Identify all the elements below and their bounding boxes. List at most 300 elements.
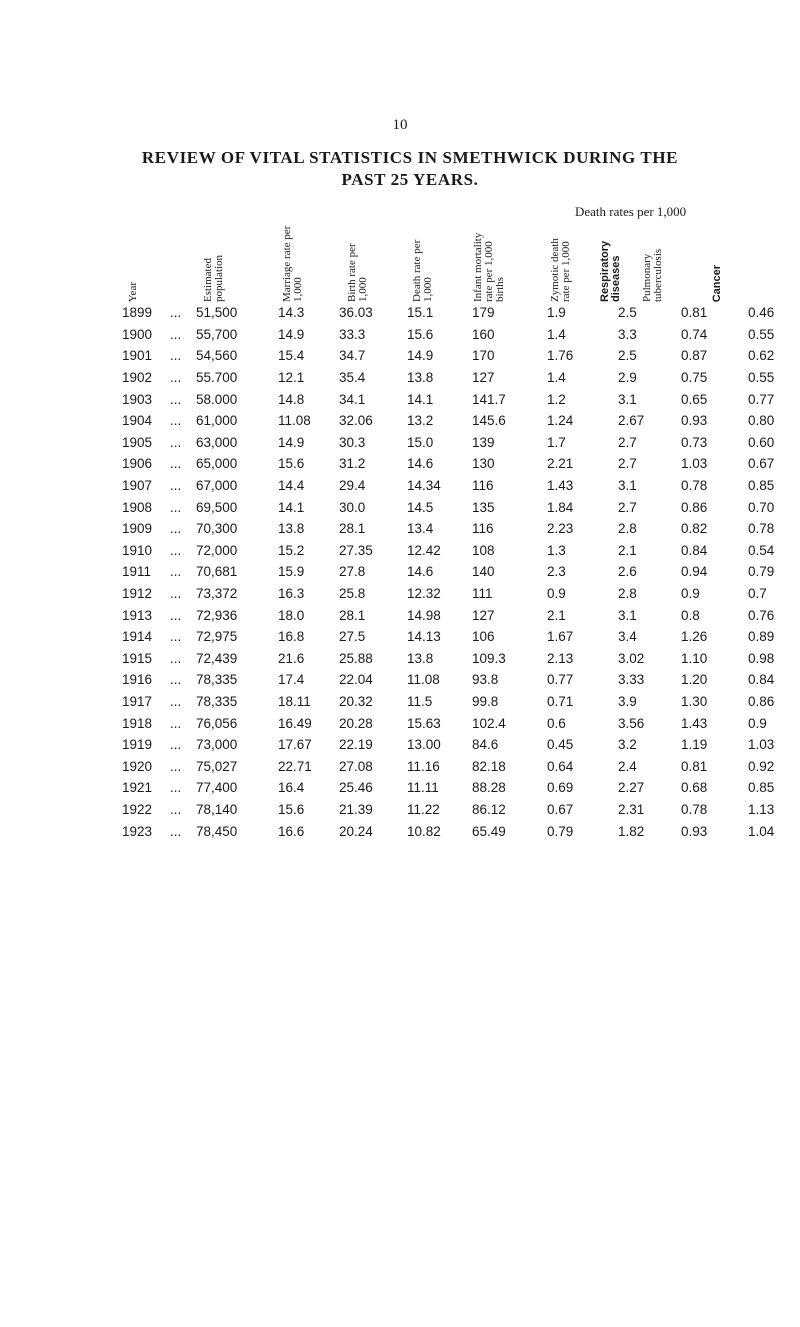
cell-infant-mortality: 106 — [472, 629, 495, 645]
cell-leader-dots: ... — [170, 370, 182, 386]
cell-leader-dots: ... — [170, 586, 182, 602]
cell-respiratory: 2.5 — [618, 348, 637, 364]
cell-year: 1916 — [122, 672, 153, 688]
cell-year: 1920 — [122, 758, 153, 774]
cell-marriage-rate: 22.71 — [278, 758, 312, 774]
cell-year: 1899 — [122, 305, 153, 321]
cell-leader-dots: ... — [170, 456, 182, 472]
cell-zymotic: 1.76 — [547, 348, 574, 364]
cell-population: 65,000 — [196, 456, 238, 472]
table-row — [122, 755, 788, 777]
cell-infant-mortality: 108 — [472, 542, 495, 558]
table-row — [122, 453, 788, 475]
cell-respiratory: 3.56 — [618, 715, 645, 731]
cell-population: 55.700 — [196, 370, 238, 386]
cell-infant-mortality: 130 — [472, 456, 495, 472]
cell-zymotic: 1.84 — [547, 499, 574, 515]
page-title — [70, 147, 750, 191]
cell-birth-rate: 20.32 — [339, 693, 373, 709]
cell-pulmonary-tb: 1.10 — [681, 650, 708, 666]
cell-death-rate: 11.08 — [407, 672, 440, 688]
cell-infant-mortality: 141.7 — [472, 391, 506, 407]
cell-birth-rate: 35.4 — [339, 370, 366, 386]
cell-infant-mortality: 111 — [472, 586, 493, 602]
cell-zymotic: 2.21 — [547, 456, 574, 472]
title-line-2: PAST 25 YEARS. — [341, 170, 479, 189]
cell-leader-dots: ... — [170, 801, 182, 817]
cell-respiratory: 1.82 — [618, 823, 645, 839]
cell-cancer: 0.78 — [748, 521, 775, 537]
cell-zymotic: 0.64 — [547, 758, 574, 774]
cell-leader-dots: ... — [170, 564, 182, 580]
cell-marriage-rate: 16.49 — [278, 715, 312, 731]
cell-marriage-rate: 17.67 — [278, 737, 312, 753]
table-row — [122, 302, 788, 324]
cell-pulmonary-tb: 0.81 — [681, 758, 708, 774]
table-row — [122, 324, 788, 346]
cell-population: 54,560 — [196, 348, 238, 364]
cell-population: 63,000 — [196, 434, 238, 450]
cell-zymotic: 1.24 — [547, 413, 574, 429]
cell-cancer: 0.67 — [748, 456, 775, 472]
cell-pulmonary-tb: 0.86 — [681, 499, 708, 515]
cell-infant-mortality: 170 — [472, 348, 495, 364]
cell-birth-rate: 31.2 — [339, 456, 366, 472]
cell-birth-rate: 25.88 — [339, 650, 373, 666]
cell-birth-rate: 34.7 — [339, 348, 366, 364]
cell-marriage-rate: 12.1 — [278, 370, 305, 386]
vital-statistics-table — [122, 302, 788, 842]
table-row — [122, 410, 788, 432]
cell-zymotic: 0.6 — [547, 715, 566, 731]
cell-birth-rate: 21.39 — [339, 801, 373, 817]
cell-zymotic: 2.23 — [547, 521, 574, 537]
cell-leader-dots: ... — [170, 823, 182, 839]
cell-marriage-rate: 16.8 — [278, 629, 305, 645]
table-row — [122, 540, 788, 562]
cell-population: 67,000 — [196, 478, 238, 494]
col-header-zymotic-death-rate: Zymotic death rate per 1,000 — [549, 238, 572, 302]
table-row — [122, 799, 788, 821]
cell-pulmonary-tb: 1.19 — [681, 737, 708, 753]
cell-year: 1908 — [122, 499, 153, 515]
cell-pulmonary-tb: 1.26 — [681, 629, 708, 645]
cell-death-rate: 15.1 — [407, 305, 434, 321]
cell-death-rate: 13.8 — [407, 650, 434, 666]
cell-infant-mortality: 82.18 — [472, 758, 506, 774]
cell-birth-rate: 27.35 — [339, 542, 373, 558]
cell-respiratory: 2.7 — [618, 499, 637, 515]
cell-year: 1902 — [122, 370, 153, 386]
cell-leader-dots: ... — [170, 499, 182, 515]
cell-marriage-rate: 21.6 — [278, 650, 305, 666]
cell-zymotic: 1.4 — [547, 326, 566, 342]
cell-zymotic: 0.45 — [547, 737, 574, 753]
cell-marriage-rate: 11.08 — [278, 413, 311, 429]
cell-pulmonary-tb: 0.68 — [681, 780, 708, 796]
cell-year: 1912 — [122, 586, 153, 602]
cell-zymotic: 1.7 — [547, 434, 566, 450]
cell-marriage-rate: 16.6 — [278, 823, 305, 839]
cell-pulmonary-tb: 0.74 — [681, 326, 708, 342]
cell-zymotic: 0.71 — [547, 693, 574, 709]
cell-year: 1923 — [122, 823, 153, 839]
cell-zymotic: 1.43 — [547, 478, 574, 494]
cell-respiratory: 2.1 — [618, 542, 637, 558]
cell-cancer: 0.92 — [748, 758, 775, 774]
cell-pulmonary-tb: 0.78 — [681, 801, 708, 817]
cell-pulmonary-tb: 0.9 — [681, 586, 700, 602]
cell-death-rate: 15.0 — [407, 434, 434, 450]
cell-cancer: 0.70 — [748, 499, 775, 515]
cell-cancer: 0.84 — [748, 672, 775, 688]
table-row — [122, 648, 788, 670]
cell-marriage-rate: 14.1 — [278, 499, 305, 515]
cell-population: 78,140 — [196, 801, 238, 817]
cell-infant-mortality: 116 — [472, 521, 494, 537]
cell-death-rate: 11.16 — [407, 758, 440, 774]
cell-death-rate: 14.6 — [407, 564, 434, 580]
cell-pulmonary-tb: 1.20 — [681, 672, 708, 688]
cell-infant-mortality: 88.28 — [472, 780, 506, 796]
cell-cancer: 0.79 — [748, 564, 775, 580]
cell-death-rate: 11.11 — [407, 780, 439, 796]
cell-population: 78,450 — [196, 823, 238, 839]
cell-population: 75,027 — [196, 758, 238, 774]
col-header-birth-rate: Birth rate per 1,000 — [346, 243, 369, 302]
cell-death-rate: 14.9 — [407, 348, 434, 364]
cell-year: 1921 — [122, 780, 153, 796]
cell-marriage-rate: 14.4 — [278, 478, 305, 494]
cell-leader-dots: ... — [170, 478, 182, 494]
cell-infant-mortality: 65.49 — [472, 823, 506, 839]
cell-cancer: 0.98 — [748, 650, 775, 666]
cell-birth-rate: 22.19 — [339, 737, 373, 753]
cell-marriage-rate: 14.9 — [278, 326, 305, 342]
table-row — [122, 626, 788, 648]
table-row — [122, 496, 788, 518]
cell-cancer: 0.46 — [748, 305, 775, 321]
col-header-infant-mortality: Infant mortality rate per 1,000 births — [471, 232, 506, 302]
cell-population: 70,681 — [196, 564, 238, 580]
cell-pulmonary-tb: 0.81 — [681, 305, 708, 321]
table-row — [122, 475, 788, 497]
cell-marriage-rate: 18.11 — [278, 693, 311, 709]
cell-cancer: 0.7 — [748, 586, 767, 602]
cell-marriage-rate: 13.8 — [278, 521, 305, 537]
cell-leader-dots: ... — [170, 542, 182, 558]
cell-zymotic: 2.3 — [547, 564, 566, 580]
cell-zymotic: 0.9 — [547, 586, 566, 602]
cell-cancer: 0.55 — [748, 370, 775, 386]
cell-birth-rate: 32.06 — [339, 413, 373, 429]
cell-respiratory: 2.67 — [618, 413, 645, 429]
cell-respiratory: 3.4 — [618, 629, 637, 645]
table-row — [122, 518, 788, 540]
cell-pulmonary-tb: 0.75 — [681, 370, 708, 386]
cell-infant-mortality: 179 — [472, 305, 495, 321]
cell-leader-dots: ... — [170, 434, 182, 450]
cell-year: 1911 — [122, 564, 152, 580]
cell-cancer: 1.13 — [748, 801, 775, 817]
cell-birth-rate: 25.46 — [339, 780, 373, 796]
cell-cancer: 0.89 — [748, 629, 775, 645]
cell-year: 1922 — [122, 801, 153, 817]
cell-leader-dots: ... — [170, 391, 182, 407]
cell-cancer: 0.85 — [748, 780, 775, 796]
col-header-cancer: Cancer — [710, 264, 723, 302]
cell-year: 1904 — [122, 413, 153, 429]
cell-year: 1905 — [122, 434, 153, 450]
cell-death-rate: 11.22 — [407, 801, 440, 817]
cell-respiratory: 3.2 — [618, 737, 637, 753]
table-row — [122, 604, 788, 626]
cell-pulmonary-tb: 0.65 — [681, 391, 708, 407]
cell-respiratory: 3.3 — [618, 326, 637, 342]
cell-birth-rate: 22.04 — [339, 672, 373, 688]
cell-population: 73,372 — [196, 586, 238, 602]
cell-death-rate: 12.32 — [407, 586, 441, 602]
table-row — [122, 777, 788, 799]
cell-year: 1913 — [122, 607, 153, 623]
cell-respiratory: 3.1 — [618, 607, 637, 623]
cell-population: 72,000 — [196, 542, 238, 558]
cell-birth-rate: 29.4 — [339, 478, 366, 494]
cell-birth-rate: 27.5 — [339, 629, 366, 645]
cell-pulmonary-tb: 1.03 — [681, 456, 708, 472]
cell-leader-dots: ... — [170, 521, 182, 537]
cell-infant-mortality: 127 — [472, 370, 495, 386]
cell-cancer: 0.77 — [748, 391, 775, 407]
cell-death-rate: 12.42 — [407, 542, 441, 558]
cell-respiratory: 2.8 — [618, 521, 637, 537]
cell-cancer: 0.55 — [748, 326, 775, 342]
cell-leader-dots: ... — [170, 672, 182, 688]
cell-population: 69,500 — [196, 499, 238, 515]
cell-zymotic: 1.9 — [547, 305, 566, 321]
cell-population: 72,439 — [196, 650, 238, 666]
cell-birth-rate: 33.3 — [339, 326, 366, 342]
cell-pulmonary-tb: 0.93 — [681, 413, 708, 429]
cell-death-rate: 11.5 — [407, 693, 433, 709]
cell-marriage-rate: 15.4 — [278, 348, 305, 364]
cell-cancer: 0.9 — [748, 715, 767, 731]
cell-marriage-rate: 15.6 — [278, 456, 305, 472]
cell-death-rate: 13.4 — [407, 521, 434, 537]
cell-cancer: 0.54 — [748, 542, 775, 558]
cell-leader-dots: ... — [170, 629, 182, 645]
cell-infant-mortality: 102.4 — [472, 715, 506, 731]
cell-leader-dots: ... — [170, 348, 182, 364]
table-row — [122, 345, 788, 367]
cell-marriage-rate: 17.4 — [278, 672, 305, 688]
cell-pulmonary-tb: 0.94 — [681, 564, 708, 580]
cell-infant-mortality: 109.3 — [472, 650, 506, 666]
cell-leader-dots: ... — [170, 737, 182, 753]
cell-zymotic: 2.1 — [547, 607, 566, 623]
cell-death-rate: 15.6 — [407, 326, 434, 342]
table-row — [122, 388, 788, 410]
cell-pulmonary-tb: 0.93 — [681, 823, 708, 839]
cell-respiratory: 2.5 — [618, 305, 637, 321]
cell-population: 78,335 — [196, 672, 238, 688]
col-header-population: Estimated population — [202, 254, 225, 302]
cell-death-rate: 13.00 — [407, 737, 441, 753]
cell-cancer: 0.60 — [748, 434, 775, 450]
cell-marriage-rate: 16.3 — [278, 586, 305, 602]
cell-leader-dots: ... — [170, 758, 182, 774]
cell-respiratory: 3.1 — [618, 391, 637, 407]
cell-population: 55,700 — [196, 326, 238, 342]
col-header-death-rate: Death rate per 1,000 — [411, 239, 434, 302]
cell-birth-rate: 20.24 — [339, 823, 373, 839]
cell-leader-dots: ... — [170, 693, 182, 709]
cell-population: 76,056 — [196, 715, 238, 731]
cell-respiratory: 3.1 — [618, 478, 637, 494]
cell-zymotic: 1.67 — [547, 629, 574, 645]
title-line-1: REVIEW OF VITAL STATISTICS IN SMETHWICK DURING THE — [141, 148, 679, 167]
cell-zymotic: 2.13 — [547, 650, 574, 666]
table-row — [122, 669, 788, 691]
cell-zymotic: 1.3 — [547, 542, 566, 558]
cell-pulmonary-tb: 0.73 — [681, 434, 708, 450]
cell-respiratory: 2.4 — [618, 758, 637, 774]
cell-year: 1918 — [122, 715, 153, 731]
table-row — [122, 432, 788, 454]
cell-birth-rate: 34.1 — [339, 391, 366, 407]
cell-cancer: 1.03 — [748, 737, 775, 753]
cell-pulmonary-tb: 0.84 — [681, 542, 708, 558]
col-header-marriage-rate: Marriage rate per 1,000 — [281, 225, 304, 302]
cell-year: 1903 — [122, 391, 153, 407]
cell-population: 72,936 — [196, 607, 238, 623]
table-row — [122, 561, 788, 583]
cell-infant-mortality: 160 — [472, 326, 495, 342]
cell-death-rate: 13.2 — [407, 413, 434, 429]
cell-infant-mortality: 116 — [472, 478, 494, 494]
cell-zymotic: 1.4 — [547, 370, 566, 386]
cell-pulmonary-tb: 1.43 — [681, 715, 708, 731]
table-row — [122, 691, 788, 713]
cell-marriage-rate: 14.3 — [278, 305, 305, 321]
cell-cancer: 0.85 — [748, 478, 775, 494]
cell-population: 77,400 — [196, 780, 238, 796]
cell-death-rate: 10.82 — [407, 823, 441, 839]
cell-infant-mortality: 127 — [472, 607, 495, 623]
cell-cancer: 0.62 — [748, 348, 775, 364]
page-number: 10 — [392, 117, 408, 133]
col-header-respiratory: Respiratory diseases — [599, 240, 622, 302]
cell-leader-dots: ... — [170, 413, 182, 429]
table-row — [122, 734, 788, 756]
cell-pulmonary-tb: 0.87 — [681, 348, 708, 364]
cell-leader-dots: ... — [170, 326, 182, 342]
cell-respiratory: 2.31 — [618, 801, 645, 817]
col-header-year: Year — [126, 281, 139, 302]
cell-marriage-rate: 14.9 — [278, 434, 305, 450]
cell-marriage-rate: 18.0 — [278, 607, 305, 623]
cell-population: 61,000 — [196, 413, 238, 429]
cell-cancer: 1.04 — [748, 823, 775, 839]
cell-marriage-rate: 15.2 — [278, 542, 305, 558]
cell-marriage-rate: 15.6 — [278, 801, 305, 817]
cell-birth-rate: 36.03 — [339, 305, 373, 321]
cell-year: 1907 — [122, 478, 153, 494]
cell-cancer: 0.80 — [748, 413, 775, 429]
cell-infant-mortality: 93.8 — [472, 672, 499, 688]
cell-infant-mortality: 86.12 — [472, 801, 506, 817]
table-row — [122, 820, 788, 842]
cell-infant-mortality: 145.6 — [472, 413, 506, 429]
cell-respiratory: 2.27 — [618, 780, 645, 796]
cell-respiratory: 2.7 — [618, 434, 637, 450]
cell-leader-dots: ... — [170, 607, 182, 623]
cell-zymotic: 0.69 — [547, 780, 574, 796]
cell-zymotic: 0.67 — [547, 801, 574, 817]
cell-year: 1900 — [122, 326, 153, 342]
cell-population: 51,500 — [196, 305, 238, 321]
cell-death-rate: 13.8 — [407, 370, 434, 386]
cell-death-rate: 14.98 — [407, 607, 441, 623]
cell-respiratory: 2.6 — [618, 564, 637, 580]
cell-population: 70,300 — [196, 521, 238, 537]
cell-respiratory: 3.33 — [618, 672, 645, 688]
cell-population: 78,335 — [196, 693, 238, 709]
cell-leader-dots: ... — [170, 780, 182, 796]
cell-infant-mortality: 84.6 — [472, 737, 499, 753]
cell-pulmonary-tb: 0.82 — [681, 521, 708, 537]
cell-population: 72,975 — [196, 629, 238, 645]
cell-year: 1917 — [122, 693, 153, 709]
cell-infant-mortality: 99.8 — [472, 693, 499, 709]
cell-respiratory: 3.02 — [618, 650, 645, 666]
cell-birth-rate: 20.28 — [339, 715, 373, 731]
cell-respiratory: 2.7 — [618, 456, 637, 472]
cell-marriage-rate: 16.4 — [278, 780, 305, 796]
cell-death-rate: 15.63 — [407, 715, 441, 731]
cell-infant-mortality: 140 — [472, 564, 495, 580]
cell-year: 1901 — [122, 348, 153, 364]
cell-birth-rate: 30.0 — [339, 499, 366, 515]
col-header-pulmonary-tb: Pulmonary tuberculosis — [641, 248, 664, 302]
cell-zymotic: 1.2 — [547, 391, 566, 407]
table-row — [122, 367, 788, 389]
cell-respiratory: 2.9 — [618, 370, 637, 386]
cell-pulmonary-tb: 1.30 — [681, 693, 708, 709]
cell-infant-mortality: 139 — [472, 434, 495, 450]
death-rates-group-heading: Death rates per 1,000 — [575, 204, 687, 219]
cell-cancer: 0.86 — [748, 693, 775, 709]
cell-birth-rate: 28.1 — [339, 521, 366, 537]
cell-zymotic: 0.77 — [547, 672, 574, 688]
cell-birth-rate: 27.08 — [339, 758, 373, 774]
cell-leader-dots: ... — [170, 650, 182, 666]
cell-year: 1915 — [122, 650, 153, 666]
cell-birth-rate: 28.1 — [339, 607, 366, 623]
cell-death-rate: 14.34 — [407, 478, 441, 494]
cell-year: 1906 — [122, 456, 153, 472]
cell-year: 1909 — [122, 521, 153, 537]
cell-year: 1910 — [122, 542, 153, 558]
cell-marriage-rate: 14.8 — [278, 391, 305, 407]
cell-birth-rate: 25.8 — [339, 586, 366, 602]
cell-death-rate: 14.1 — [407, 391, 434, 407]
cell-respiratory: 2.8 — [618, 586, 637, 602]
cell-leader-dots: ... — [170, 305, 182, 321]
cell-birth-rate: 30.3 — [339, 434, 366, 450]
table-body — [122, 302, 788, 842]
cell-infant-mortality: 135 — [472, 499, 495, 515]
